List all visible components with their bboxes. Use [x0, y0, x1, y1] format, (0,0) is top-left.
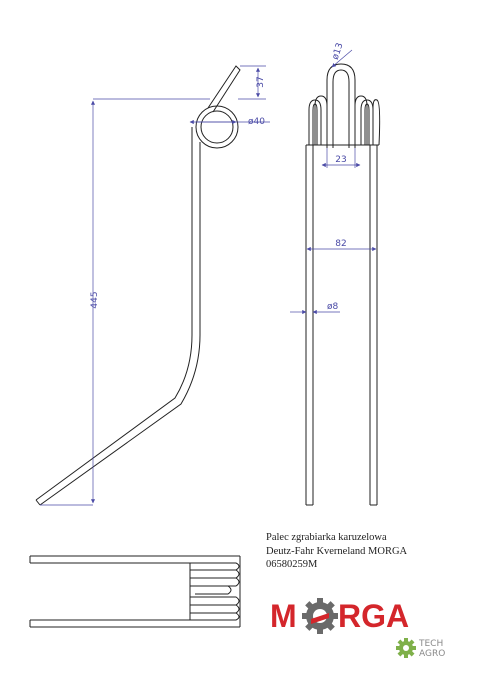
front-view: [306, 64, 380, 505]
caption-line-title: Palec zgrabiarka karuzelowa: [266, 532, 387, 543]
dim-445-label: 445: [90, 291, 100, 309]
dim-13-label: ø13: [330, 41, 346, 61]
side-view-coil-outer: [196, 106, 238, 148]
dim-37-label: 37: [256, 76, 266, 88]
side-view-dimensions: [40, 66, 270, 505]
top-view-coils: [190, 556, 240, 627]
front-view-coils-left: [309, 96, 327, 145]
techagro-logo: [396, 636, 466, 660]
side-view-tine-end: [36, 500, 40, 505]
front-view-coils-right: [355, 96, 380, 145]
techagro-logo-line-2: AGRO: [419, 649, 446, 659]
morga-logo: [270, 596, 442, 636]
side-view: [36, 66, 240, 505]
top-view: [30, 556, 240, 627]
techagro-logo-line-1: TECH: [419, 639, 444, 649]
side-view-tine: [36, 127, 200, 505]
side-view-coil-inner: [201, 111, 233, 143]
morga-logo-letter-m: M: [270, 598, 297, 634]
cog-icon: [396, 638, 416, 658]
morga-logo-letters-rga: RGA: [338, 598, 410, 634]
caption-line-part-number: 06580259M: [266, 559, 318, 570]
gear-icon: [302, 598, 338, 634]
dim-40-label: ø40: [248, 117, 265, 127]
front-view-top-loop: [327, 64, 355, 148]
side-view-tip: [208, 66, 240, 112]
dim-23-label: 23: [335, 155, 347, 165]
part-caption: [266, 531, 407, 572]
dim-82-label: 82: [335, 239, 347, 249]
caption-line-brands: Deutz-Fahr Kverneland MORGA: [266, 545, 408, 557]
dim-8-label: ø8: [327, 302, 339, 312]
